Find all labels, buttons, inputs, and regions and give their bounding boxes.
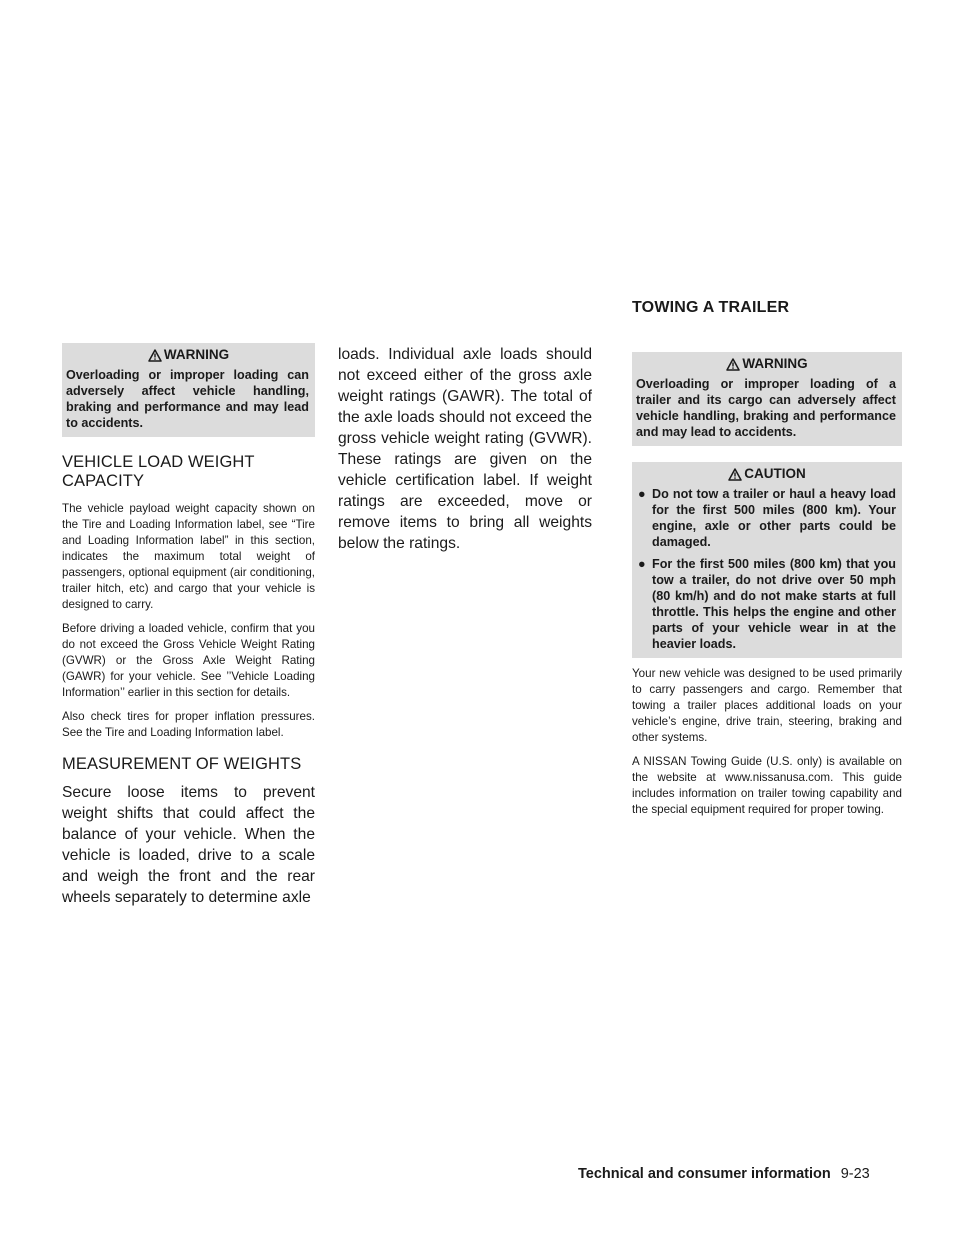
warning-heading: WARNING — [163, 347, 230, 362]
caution-list — [636, 486, 896, 652]
warning-triangle-icon — [726, 358, 740, 371]
paragraph-payload-capacity: The vehicle payload weight capacity shown on the Tire and Loading Information label, see “Tire and Loading Information label” in this section, indicates the maximum total weight of passengers, optional equipment (air conditioning, trailer hitch, etc) and cargo that your vehicle is designed to carry. — [62, 502, 315, 611]
trailer-warning-heading: WARNING — [742, 356, 808, 371]
section-title: TOWING A TRAILER — [632, 299, 790, 316]
warning-triangle-icon — [148, 349, 162, 362]
paragraph-gvwr: Before driving a loaded vehicle, confirm that you do not exceed the Gross Vehicle Weight Rating (GVWR) or the Gross Axle Weight Rating (GAWR) for your vehicle. See ’’Vehicle Loading Information’’ earlier in this section for details. — [62, 622, 315, 699]
warning-box — [62, 343, 315, 437]
caution-item: ● For the first 500 miles (800 km) that you tow a trailer, do not drive over 50 mph (80 km/h) and do not make starts at full throttle. This helps the engine and other parts of your vehicle wear in at the heavier loads. — [638, 557, 896, 651]
heading-vehicle-load-weight-capacity: VEHICLE LOAD WEIGHT CAPACITY — [62, 453, 255, 490]
bullet-icon: ● — [638, 487, 646, 501]
trailer-warning-text: Overloading or improper loading of a trailer and its cargo can adversely affect vehicle handling, braking and performance and may lead to accidents. — [636, 377, 896, 439]
page-footer — [578, 1166, 870, 1182]
warning-text: Overloading or improper loading can adversely affect vehicle handling, braking and performance and may lead to accidents. — [66, 368, 309, 430]
paragraph-new-vehicle-design: Your new vehicle was designed to be used primarily to carry passengers and cargo. Remember that towing a trailer places additional loads on your vehicle’s engine, drive train, steering, braking and other systems. — [632, 667, 902, 744]
bullet-icon: ● — [638, 557, 646, 571]
caution-heading: CAUTION — [744, 466, 806, 481]
right-column — [632, 352, 902, 826]
heading-measurement-of-weights: MEASUREMENT OF WEIGHTS — [62, 755, 302, 773]
left-column — [62, 343, 315, 908]
paragraph-axle-loads: loads. Individual axle loads should not exceed either of the gross axle weight ratings (GAWR). The total of the axle loads should not exceed the gross vehicle weight rating (GVWR). These ratings are given on the vehicle certification label. If weight ratings are exceeded, move or remove items to bring all weights below the ratings. — [338, 346, 592, 552]
paragraph-secure-loose-items: Secure loose items to prevent weight shifts that could affect the balance of your vehicle. When the vehicle is loaded, drive to a scale and weigh the front and the rear wheels separately to determine axle — [62, 784, 315, 906]
footer-chapter-title: Technical and consumer information — [578, 1166, 831, 1182]
caution-item: ● Do not tow a trailer or haul a heavy load for the first 500 miles (800 km). Your engine, axle or other parts could be damaged. — [638, 487, 896, 549]
caution-triangle-icon — [728, 468, 742, 481]
caution-box — [632, 462, 902, 658]
paragraph-towing-guide: A NISSAN Towing Guide (U.S. only) is available on the website at www.nissanusa.com. This guide includes information on trailer towing capability and the special equipment required for proper towing. — [632, 755, 902, 816]
page-number: 9-23 — [840, 1166, 870, 1182]
paragraph-check-tires: Also check tires for proper inflation pressures. See the Tire and Loading Information label. — [62, 710, 315, 739]
trailer-warning-box — [632, 352, 902, 446]
middle-column — [338, 344, 592, 554]
